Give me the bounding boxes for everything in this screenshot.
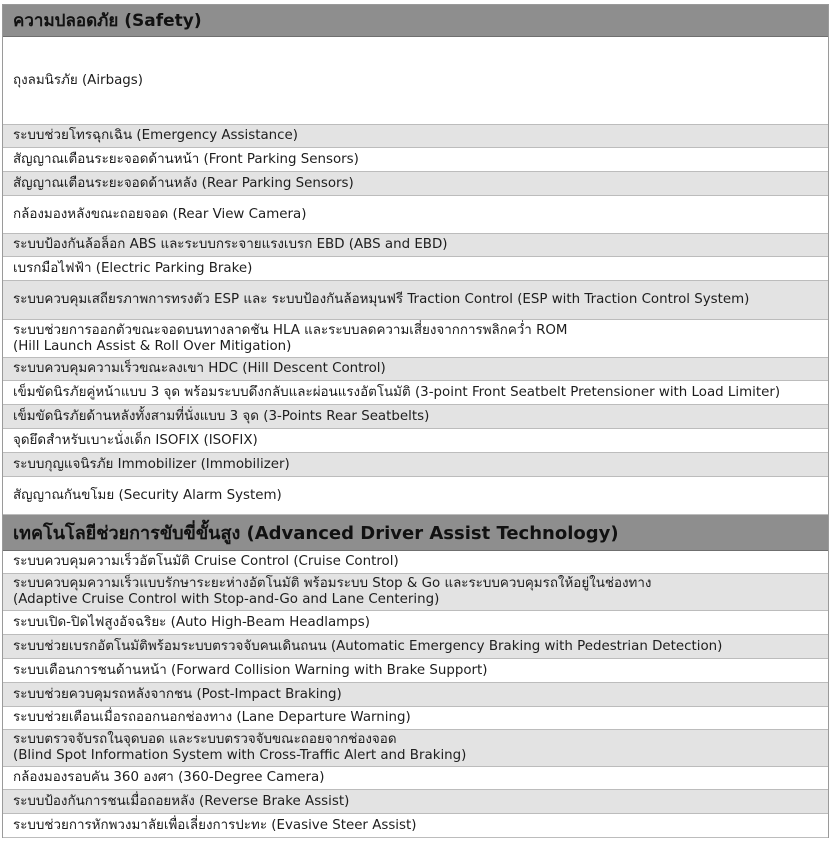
- row-label: ระบบช่วยควบคุมรถหลังจากชน (Post-Impact Braking): [13, 686, 342, 702]
- row-label: เบรกมือไฟฟ้า (Electric Parking Brake): [13, 260, 253, 276]
- row-label: สัญญาณเตือนระยะจอดด้านหน้า (Front Parking Sensors): [13, 151, 359, 167]
- table-row: [3, 767, 828, 790]
- row-label: ระบบเปิด-ปิดไฟสูงอัจฉริยะ (Auto High-Beam Headlamps): [13, 614, 370, 630]
- row-label: ระบบช่วยโทรฉุกเฉิน (Emergency Assistance): [13, 128, 298, 143]
- spec-table: [2, 4, 829, 838]
- section-header-advanced-driver-assist: [3, 515, 828, 551]
- row-label: ระบบควบคุมความเร็วขณะลงเขา HDC (Hill Descent Control): [13, 361, 386, 376]
- table-row: [3, 148, 828, 172]
- table-row: [3, 707, 828, 730]
- table-row: [3, 635, 828, 659]
- row-label: ระบบช่วยการหักพวงมาลัยเพื่อเลี่ยงการปะทะ (Evasive Steer Assist): [13, 817, 417, 833]
- row-label: กล้องมองหลังขณะถอยจอด (Rear View Camera): [13, 206, 307, 222]
- section-header-safety: [3, 5, 828, 37]
- row-label: ระบบควบคุมเสถียรภาพการทรงตัว ESP และ ระบบป้องกันล้อหมุนฟรี Traction Control (ESP with Traction Control System): [13, 292, 750, 307]
- row-label: สัญญาณเตือนระยะจอดด้านหลัง (Rear Parking Sensors): [13, 175, 354, 191]
- table-row: [3, 551, 828, 574]
- row-label: จุดยึดสำหรับเบาะนั่งเด็ก ISOFIX (ISOFIX): [13, 432, 258, 448]
- table-row: [3, 257, 828, 281]
- row-label: ระบบป้องกันการชนเมื่อถอยหลัง (Reverse Brake Assist): [13, 793, 350, 809]
- row-label: ระบบตรวจจับรถในจุดบอด และระบบตรวจจับขณะถอยจากช่องจอด (Blind Spot Information System with Cross-Traffic Alert and Braking): [13, 732, 467, 763]
- safety-rows: [3, 37, 828, 515]
- row-label: ระบบช่วยเบรกอัตโนมัติพร้อมระบบตรวจจับคนเดินถนน (Automatic Emergency Braking with Pedestrian Detection): [13, 638, 723, 654]
- table-row: [3, 172, 828, 196]
- table-row: [3, 37, 828, 125]
- row-label: ถุงลมนิรภัย (Airbags): [13, 72, 143, 88]
- section-title: เทคโนโลยีช่วยการขับขี่ขั้นสูง (Advanced Driver Assist Technology): [13, 523, 619, 544]
- table-row: [3, 281, 828, 320]
- table-row: [3, 790, 828, 814]
- table-row: [3, 611, 828, 635]
- row-label: ระบบควบคุมความเร็วแบบรักษาระยะห่างอัตโนมัติ พร้อมระบบ Stop & Go และระบบควบคุมรถให้อยู่ในช่องทาง (Adaptive Cruise Control with Stop-and-Go and Lane Centering): [13, 576, 652, 607]
- row-label: เข็มขัดนิรภัยด้านหลังทั้งสามที่นั่งแบบ 3 จุด (3-Points Rear Seatbelts): [13, 408, 430, 424]
- row-label: กล้องมองรอบคัน 360 องศา (360-Degree Camera): [13, 770, 325, 785]
- row-label: สัญญาณกันขโมย (Security Alarm System): [13, 487, 282, 503]
- table-row: [3, 429, 828, 453]
- table-row: [3, 196, 828, 234]
- row-label: เข็มขัดนิรภัยคู่หน้าแบบ 3 จุด พร้อมระบบดึงกลับและผ่อนแรงอัตโนมัติ (3-point Front Seatbelt Pretensioner with Load Limiter): [13, 384, 781, 400]
- table-row: [3, 320, 828, 358]
- row-label: ระบบช่วยเตือนเมื่อรถออกนอกช่องทาง (Lane Departure Warning): [13, 710, 411, 725]
- table-row: [3, 125, 828, 148]
- section-title: ความปลอดภัย (Safety): [13, 11, 202, 31]
- row-label: ระบบป้องกันล้อล็อก ABS และระบบกระจายแรงเบรก EBD (ABS and EBD): [13, 237, 448, 252]
- table-row: [3, 683, 828, 707]
- row-label: ระบบควบคุมความเร็วอัตโนมัติ Cruise Control (Cruise Control): [13, 554, 399, 569]
- table-row: [3, 358, 828, 381]
- driver-assist-rows: [3, 551, 828, 838]
- table-row: [3, 574, 828, 611]
- row-label: ระบบช่วยการออกตัวขณะจอดบนทางลาดชัน HLA และระบบลดความเสี่ยงจากการพลิกคว่ำ ROM (Hill Launch Assist & Roll Over Mitigation): [13, 322, 568, 354]
- table-row: [3, 477, 828, 515]
- table-row: [3, 453, 828, 477]
- table-row: [3, 659, 828, 683]
- row-label: ระบบกุญแจนิรภัย Immobilizer (Immobilizer): [13, 456, 290, 472]
- table-row: [3, 381, 828, 405]
- row-label: ระบบเตือนการชนด้านหน้า (Forward Collision Warning with Brake Support): [13, 662, 488, 678]
- table-row: [3, 405, 828, 429]
- table-row: [3, 730, 828, 767]
- table-row: [3, 814, 828, 838]
- table-row: [3, 234, 828, 257]
